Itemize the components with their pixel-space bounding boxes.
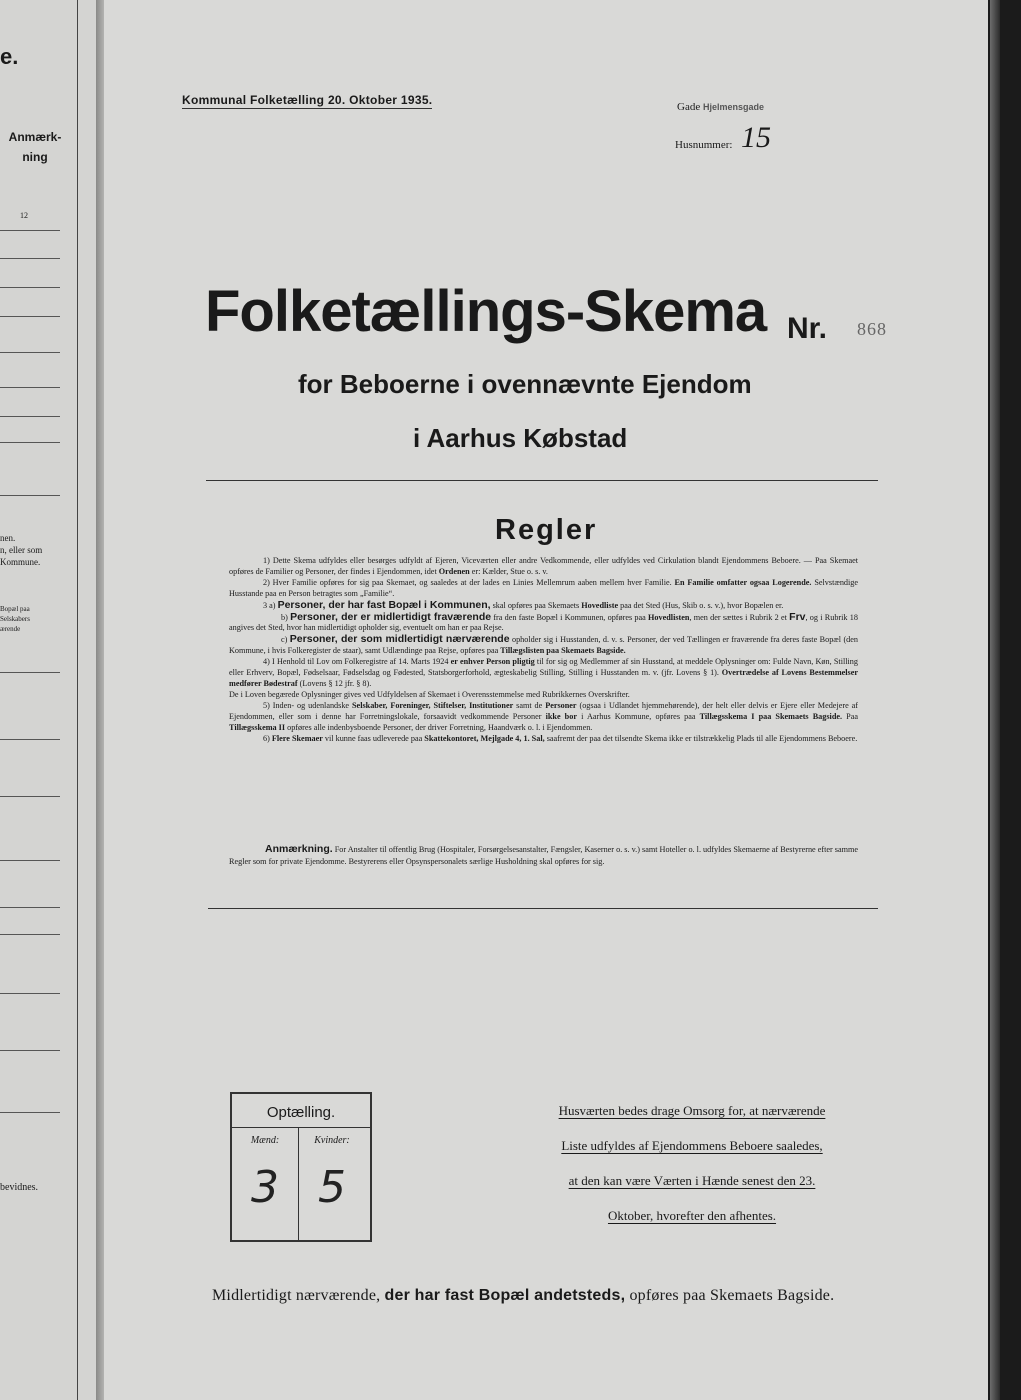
- left-page-rule: [0, 495, 60, 496]
- notice-line: Husværten bedes drage Omsorg for, at nærværende: [558, 1103, 826, 1118]
- rule-3c: c) Personer, der som midlertidigt nærværende opholder sig i Husstanden, d. v. s. Personer, der ved Tællingen er fraværende fra deres faste Bopæl (den Kommune, i hvis Folkeregister de staar), samt Udlændinge paa Rejse, opføres paa Tillægslisten paa Skemaets Bagside.: [229, 633, 858, 656]
- rule-4-continued: De i Loven begærede Oplysninger gives ved Udfyldelsen af Skemaet i Overensstemmelse med Rubrikkernes Overskrifter.: [229, 689, 630, 699]
- left-page-fragment: [0, 0, 98, 1400]
- left-page-rule: [0, 316, 60, 317]
- notice-line: Oktober, hvorefter den afhentes.: [607, 1208, 777, 1223]
- remark-label: Anmærkning.: [265, 843, 333, 855]
- left-page-rule: [0, 739, 60, 740]
- form-subtitle: for Beboerne i ovennævnte Ejendom: [298, 369, 752, 399]
- left-page-rule: [0, 287, 60, 288]
- left-page-rule: [0, 1112, 60, 1113]
- left-page-rule: [0, 672, 60, 673]
- street-value: Hjelmensgade: [702, 102, 764, 112]
- left-page-rule: [0, 907, 60, 908]
- form-number-label: Nr.: [787, 312, 828, 345]
- rule-5: 5) Inden- og udenlandske Selskaber, Foreninger, Stiftelser, Institutioner samt de Personer (ogsaa i Udlandet hjemmehørende), der helt eller delvis er Ejere eller Medejere af Ejendommen, eller som i denne har Forretningslokale, forsaavidt vedkommende Personer ikke bor i Aarhus Kommune, opføres paa Tillægsskema I paa Skemaets Bagside. Paa Tillægsskema II opføres alle indenbysboende Personer, der driver Forretning, Haandværk o. l. i Ejendommen.: [229, 700, 858, 732]
- divider-rule: [206, 480, 878, 481]
- rules-text: [229, 556, 858, 744]
- rule-2: 2) Hver Familie opføres for sig paa Skemaet, og saaledes at der lades en Linies Mellemrum aaben mellem hver Familie. En Familie omfatter ogsaa Logerende. Selvstændige Husstande paa en Person betragtes som „Familie“.: [229, 577, 859, 598]
- women-count: 5: [318, 1162, 346, 1213]
- left-page-rule: [0, 352, 60, 353]
- census-header: Kommunal Folketælling 20. Oktober 1935.: [182, 93, 433, 107]
- street-field: [677, 101, 764, 113]
- landlord-notice: [527, 1093, 857, 1233]
- left-page-note: bevidnes.: [0, 1182, 39, 1193]
- house-number-field: [675, 121, 771, 154]
- left-page-note: Bopæl paa Selskabers ærende: [0, 605, 30, 633]
- men-count: 3: [251, 1162, 279, 1213]
- house-number-value: 15: [741, 121, 771, 154]
- left-page-rule: [0, 934, 60, 935]
- rule-1: 1) Dette Skema udfyldes eller besørges udfyldt af Ejeren, Viceværten eller andre Vedkommende, eller udfyldes ved Cirkulation blandt Ejendommens Beboere. — Paa Skemaet opføres de Familier og Personer, der findes i Ejendommen, idet Ordenen er: Kælder, Stue o. s. v.: [229, 556, 858, 576]
- footer-note: Midlertidigt nærværende, der har fast Bopæl andetsteds, opføres paa Skemaets Bagside.: [212, 1287, 835, 1304]
- left-page-rule: [0, 416, 60, 417]
- remark-text: Anmærkning. For Anstalter til offentlig Brug (Hospitaler, Forsørgelsesanstalter, Fængsler, Kaserner o. s. v.) samt Hoteller o. l. udfyldes Skemaerne af Bestyrerne efter samme Regler som for private Ejendomme. Bestyrerens eller Opsynspersonalets særlige Husholdning skal opføres for sig.: [229, 843, 858, 866]
- book-spine-edge: [988, 0, 1021, 1400]
- left-page-rule: [0, 387, 60, 388]
- left-page-note: nen. n, eller som Kommune.: [0, 533, 43, 567]
- rule-3b: b) Personer, der er midlertidigt fraværende fra den faste Bopæl i Kommunen, opføres paa Hovedlisten, men der sættes i Rubrik 2 et Frv, og i Rubrik 18 angives det Sted, hvor han midlertidigt opholder sig, eventuelt om han er paa Rejse.: [229, 610, 858, 633]
- men-label: Mænd:: [250, 1135, 280, 1146]
- form-title: Folketællings-Skema: [205, 279, 767, 344]
- left-page-rule: [0, 993, 60, 994]
- divider-rule: [208, 908, 878, 909]
- left-page-rule: [0, 796, 60, 797]
- form-subtitle-city: i Aarhus Købstad: [413, 423, 628, 453]
- rule-6: 6) Flere Skemaer vil kunne faas udleverede paa Skattekontoret, Mejlgade 4, 1. Sal, saafremt der paa det tilsendte Skema ikke er tilstrækkelig Plads til alle Ejendommens Beboere.: [263, 733, 858, 743]
- rules-heading: Regler: [495, 514, 598, 546]
- left-page-divider: [77, 0, 78, 1400]
- rule-4: 4) I Henhold til Lov om Folkeregistre af 14. Marts 1924 er enhver Person pligtig til for sig og Medlemmer af sin Husstand, at meddele Oplysninger om: Fulde Navn, Køn, Stilling eller Erhverv, Bopæl, Fødselsaar, Fødselsdag og Fødested, Statsborgerforhold, ægteskabelig Stilling, Stilling i Husstanden m. v. (jfr. Lovens § 1). Overtrædelse af Lovens Bestemmelser medfører Bødestraf (Lovens § 12 jfr. § 8).: [229, 657, 859, 688]
- rule-3a: 3 a) Personer, der har fast Bopæl i Kommunen, skal opføres paa Skemaets Hovedliste paa det Sted (Hus, Skib o. s. v.), hvor Bopælen er.: [263, 598, 784, 611]
- left-page-column-number: 12: [20, 211, 28, 220]
- left-page-rule: [0, 442, 60, 443]
- left-page-rule: [0, 860, 60, 861]
- house-number-label: Husnummer:: [675, 139, 733, 151]
- count-title: Optælling.: [266, 1104, 336, 1121]
- women-label: Kvinder:: [314, 1135, 350, 1146]
- street-label: Gade: [677, 101, 701, 113]
- notice-line: Liste udfyldes af Ejendommens Beboere saaledes,: [561, 1138, 823, 1153]
- left-page-rule: [0, 230, 60, 231]
- left-page-rule: [0, 1050, 60, 1051]
- left-page-column-header: Anmærk- ning: [8, 130, 62, 164]
- count-box: [230, 1092, 372, 1242]
- form-number-stamp: 868: [857, 319, 887, 339]
- left-page-partial-title: e.: [0, 44, 19, 69]
- left-page-rule: [0, 258, 60, 259]
- notice-line: at den kan være Værten i Hænde senest den 23.: [568, 1173, 816, 1188]
